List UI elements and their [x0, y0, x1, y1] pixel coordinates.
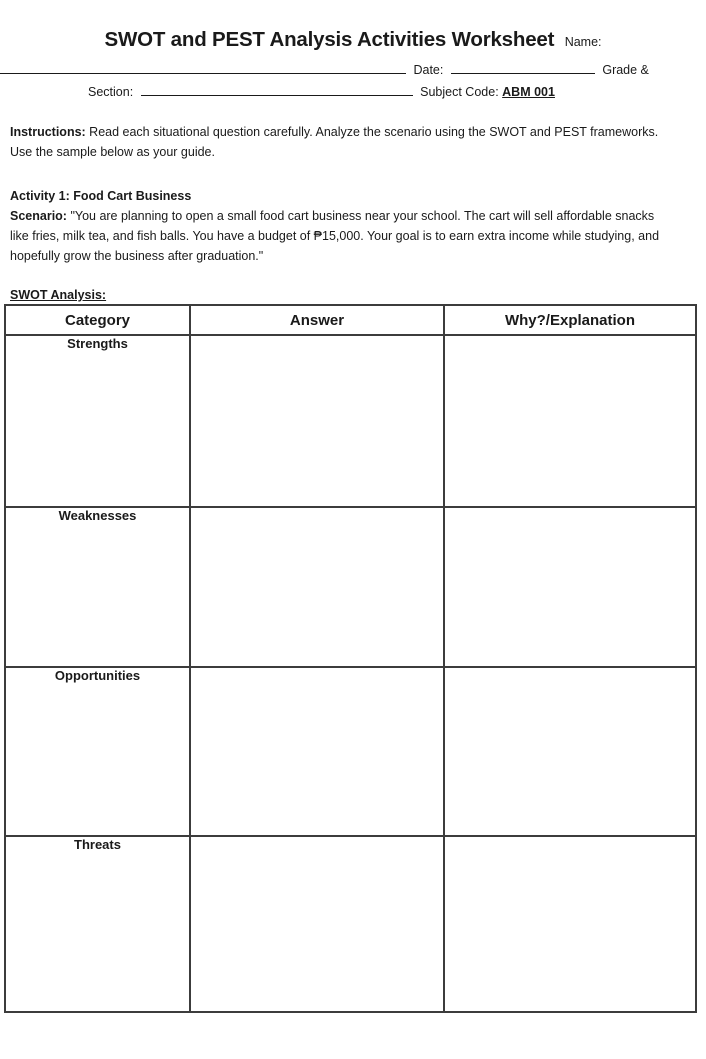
- instructions-text: Read each situational question carefully. Analyze the scenario using the SWOT and PEST frameworks. Use the sample below as your guide.: [10, 125, 659, 159]
- column-header-why: Why?/Explanation: [444, 305, 696, 335]
- name-blank-line: [0, 59, 406, 74]
- answer-cell-threats: [190, 836, 444, 1012]
- table-row-weaknesses: [5, 507, 696, 667]
- page-title: SWOT and PEST Analysis Activities Worksheet: [104, 28, 555, 51]
- activity-heading: Activity 1: Food Cart Business: [10, 189, 192, 203]
- name-label: Name:: [564, 35, 602, 49]
- category-cell-opportunities: Opportunities: [5, 667, 190, 836]
- category-cell-weaknesses: Weaknesses: [5, 507, 190, 667]
- header-line-1: [0, 27, 706, 55]
- scenario-text: "You are planning to open a small food cart business near your school. The cart will sell affordable snacks like fries, milk tea, and fish balls. You have a budget of ₱15,000. Your goal is to earn extra income while studying, and hopefully grow the business after graduation.": [10, 209, 660, 263]
- scenario-paragraph: [10, 206, 670, 266]
- grade-label: Grade &: [602, 63, 649, 77]
- why-cell-weaknesses: [444, 507, 696, 667]
- column-header-category: Category: [5, 305, 190, 335]
- why-cell-opportunities: [444, 667, 696, 836]
- answer-cell-opportunities: [190, 667, 444, 836]
- table-row-threats: [5, 836, 696, 1012]
- scenario-label: Scenario:: [10, 209, 67, 223]
- why-cell-threats: [444, 836, 696, 1012]
- instructions-paragraph: [10, 122, 670, 162]
- column-header-answer: Answer: [190, 305, 444, 335]
- answer-cell-strengths: [190, 335, 444, 507]
- answer-cell-weaknesses: [190, 507, 444, 667]
- subject-code-label: Subject Code:: [420, 85, 499, 99]
- category-cell-threats: Threats: [5, 836, 190, 1012]
- header-line-2: [0, 59, 706, 81]
- why-cell-strengths: [444, 335, 696, 507]
- header-line-3: [88, 81, 706, 103]
- swot-section-label: SWOT Analysis:: [10, 288, 107, 302]
- section-label: Section:: [88, 85, 134, 99]
- subject-code-value: ABM 001: [502, 85, 555, 99]
- section-blank-line: [141, 81, 413, 96]
- header: [0, 0, 706, 103]
- instructions-label: Instructions:: [10, 125, 86, 139]
- table-row-strengths: [5, 335, 696, 507]
- date-blank-line: [451, 59, 595, 74]
- date-label: Date:: [413, 63, 444, 77]
- table-header-row: [5, 305, 696, 335]
- swot-table: [4, 304, 697, 1013]
- category-cell-strengths: Strengths: [5, 335, 190, 507]
- table-row-opportunities: [5, 667, 696, 836]
